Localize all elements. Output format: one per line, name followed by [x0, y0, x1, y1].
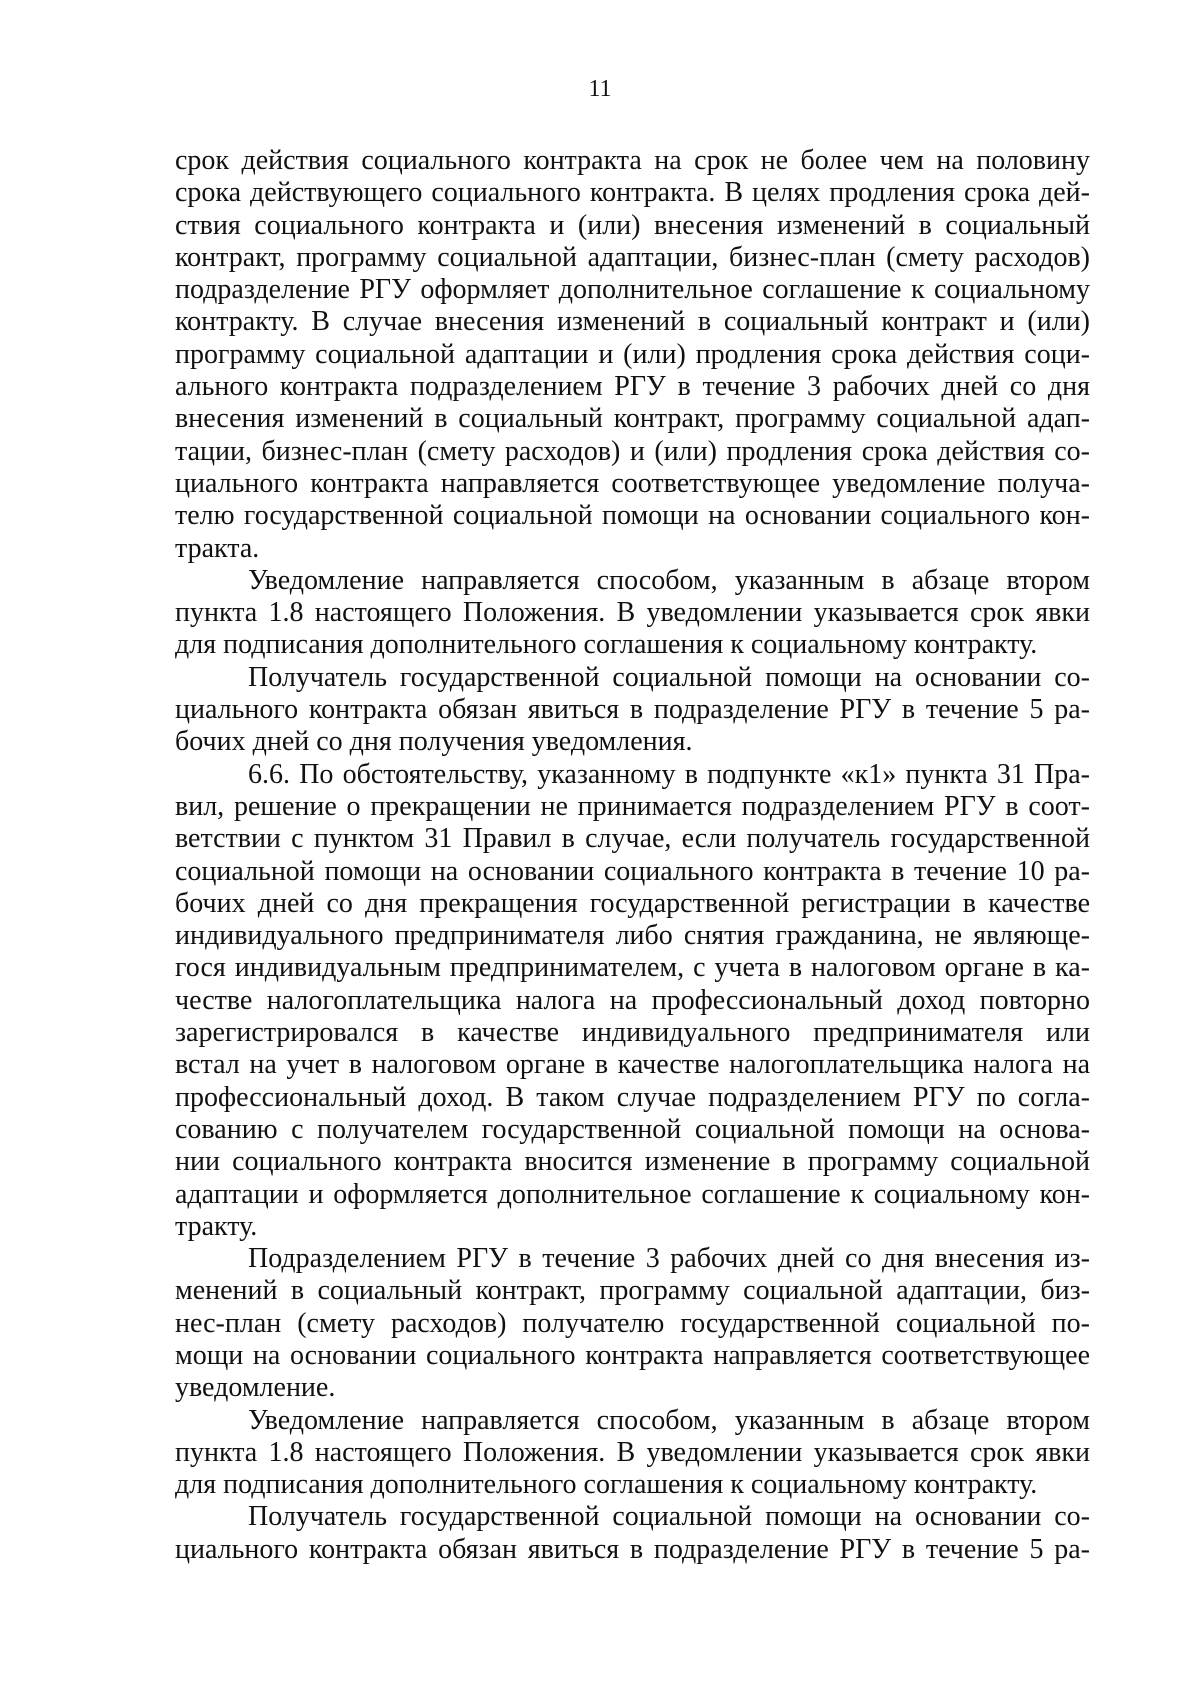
text-line: подразделение РГУ оформляет дополнительное соглашение к социальному: [175, 274, 1090, 306]
text-line: нии социального контракта вносится изменение в программу социальной: [175, 1146, 1090, 1178]
document-body: [175, 145, 1090, 1566]
text-line: программу социальной адаптации и (или) продления срока действия соци-: [175, 338, 1090, 370]
text-line: пункта 1.8 настоящего Положения. В уведомлении указывается срок явки: [175, 1436, 1090, 1468]
text-line: 6.6. По обстоятельству, указанному в подпункте «к1» пункта 31 Пра-: [248, 758, 1090, 790]
text-line: бочих дней со дня получения уведомления.: [175, 726, 693, 758]
text-line: циального контракта обязан явиться в подразделение РГУ в течение 5 ра-: [175, 1533, 1090, 1565]
text-line: циального контракта обязан явиться в подразделение РГУ в течение 5 ра-: [175, 694, 1090, 726]
text-line: честве налогоплательщика налога на профессиональный доход повторно: [175, 984, 1090, 1016]
text-line: тракта.: [175, 532, 260, 564]
text-line: Подразделением РГУ в течение 3 рабочих дней со дня внесения из-: [248, 1243, 1090, 1275]
text-line: Уведомление направляется способом, указанным в абзаце втором: [248, 564, 1090, 596]
text-line: ального контракта подразделением РГУ в течение 3 рабочих дней со дня: [175, 371, 1090, 403]
text-line: индивидуального предпринимателя либо снятия гражданина, не являюще-: [175, 920, 1090, 952]
text-line: ветствии с пунктом 31 Правил в случае, если получатель государственной: [175, 823, 1090, 855]
text-line: для подписания дополнительного соглашения к социальному контракту.: [175, 1469, 1038, 1501]
text-line: для подписания дополнительного соглашения к социальному контракту.: [175, 629, 1038, 661]
text-line: ствия социального контракта и (или) внесения изменений в социальный: [175, 209, 1090, 241]
text-line: внесения изменений в социальный контракт, программу социальной адап-: [175, 403, 1090, 435]
text-line: тракту.: [175, 1210, 258, 1242]
text-line: срок действия социального контракта на срок не более чем на половину: [175, 145, 1090, 176]
text-line: зарегистрировался в качестве индивидуального предпринимателя или: [175, 1017, 1090, 1049]
text-line: бочих дней со дня прекращения государственной регистрации в качестве: [175, 887, 1090, 919]
text-line: срока действующего социального контракта. В целях продления срока дей-: [175, 177, 1090, 209]
text-line: нес-план (смету расходов) получателю государственной социальной по-: [175, 1307, 1090, 1339]
text-line: уведомление.: [175, 1372, 336, 1404]
text-line: социальной помощи на основании социального контракта в течение 10 ра-: [175, 855, 1090, 887]
text-line: контракт, программу социальной адаптации, бизнес-план (смету расходов): [175, 241, 1090, 273]
text-line: Получатель государственной социальной помощи на основании со-: [248, 1501, 1090, 1533]
text-line: адаптации и оформляется дополнительное соглашение к социальному кон-: [175, 1178, 1090, 1210]
text-line: сованию с получателем государственной социальной помощи на основа-: [175, 1113, 1090, 1145]
page-number: 11: [588, 76, 612, 102]
text-line: циального контракта направляется соответствующее уведомление получа-: [175, 467, 1090, 499]
text-line: Уведомление направляется способом, указанным в абзаце втором: [248, 1404, 1090, 1436]
text-line: Получатель государственной социальной помощи на основании со-: [248, 661, 1090, 693]
text-line: встал на учет в налоговом органе в качестве налогоплательщика налога на: [175, 1049, 1090, 1081]
text-line: тации, бизнес-план (смету расходов) и (или) продления срока действия со-: [175, 435, 1090, 467]
text-line: мощи на основании социального контракта направляется соответствующее: [175, 1339, 1090, 1371]
text-line: гося индивидуальным предпринимателем, с учета в налоговом органе в ка-: [175, 952, 1090, 984]
text-line: контракту. В случае внесения изменений в социальный контракт и (или): [175, 306, 1090, 338]
text-line: вил, решение о прекращении не принимается подразделением РГУ в соот-: [175, 790, 1090, 822]
text-line: телю государственной социальной помощи на основании социального кон-: [175, 500, 1090, 532]
text-line: пункта 1.8 настоящего Положения. В уведомлении указывается срок явки: [175, 597, 1090, 629]
text-line: профессиональный доход. В таком случае подразделением РГУ по согла-: [175, 1081, 1090, 1113]
text-line: менений в социальный контракт, программу социальной адаптации, биз-: [175, 1275, 1090, 1307]
